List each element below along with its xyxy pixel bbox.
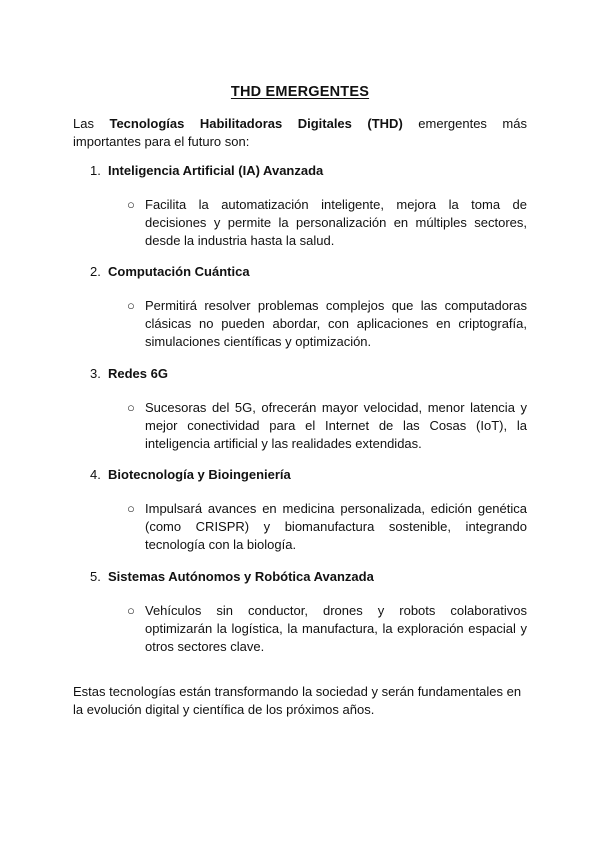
list-item-heading xyxy=(90,162,323,180)
list-item-number: 3. xyxy=(90,366,101,381)
list-item-title: Redes 6G xyxy=(108,366,168,381)
bullet-circle-icon: ○ xyxy=(127,603,135,618)
list-item-heading xyxy=(90,466,291,484)
list-item-title: Sistemas Autónomos y Robótica Avanzada xyxy=(108,569,374,584)
list-item-title: Inteligencia Artificial (IA) Avanzada xyxy=(108,163,324,178)
list-item-number: 2. xyxy=(90,264,101,279)
bullet-circle-icon: ○ xyxy=(127,501,135,516)
list-item-description: Permitirá resolver problemas complejos que las computadoras clásicas no pueden abordar, con aplicaciones en criptografía, simulaciones científicas y optimización. xyxy=(145,298,527,349)
list-item-heading xyxy=(90,365,168,383)
list-item-number: 1. xyxy=(90,163,101,178)
intro-prefix: Las xyxy=(73,116,110,131)
list-item-description: Impulsará avances en medicina personalizada, edición genética (como CRISPR) y biomanufactura sostenible, integrando tecnología con la biología. xyxy=(145,501,527,552)
list-item-heading xyxy=(90,263,250,281)
intro-suffix: emergentes más importantes para el futuro son: xyxy=(73,116,527,149)
intro-paragraph xyxy=(73,115,527,151)
bullet-circle-icon: ○ xyxy=(127,298,135,313)
list-item-heading xyxy=(90,568,374,586)
intro-bold-term: Tecnologías Habilitadoras Digitales (THD) xyxy=(109,116,403,131)
list-item-description: Facilita la automatización inteligente, mejora la toma de decisiones y permite la personalización en múltiples sectores, desde la industria hasta la salud. xyxy=(145,197,527,248)
list-item-description: Sucesoras del 5G, ofrecerán mayor velocidad, menor latencia y mejor conectividad para el Internet de las Cosas (IoT), la inteligencia artificial y las realidades extendidas. xyxy=(145,400,527,451)
list-item-description: Vehículos sin conductor, drones y robots colaborativos optimizarán la logística, la manufactura, la exploración espacial y otros sectores clave. xyxy=(145,603,527,654)
bullet-circle-icon: ○ xyxy=(127,197,135,212)
closing-paragraph: Estas tecnologías están transformando la sociedad y serán fundamentales en la evolución digital y científica de los próximos años. xyxy=(73,684,522,717)
list-item-title: Biotecnología y Bioingeniería xyxy=(108,467,291,482)
list-item-number: 5. xyxy=(90,569,101,584)
document-title: THD EMERGENTES xyxy=(230,84,370,100)
list-item-title: Computación Cuántica xyxy=(108,264,250,279)
list-item-number: 4. xyxy=(90,467,101,482)
bullet-circle-icon: ○ xyxy=(127,400,135,415)
